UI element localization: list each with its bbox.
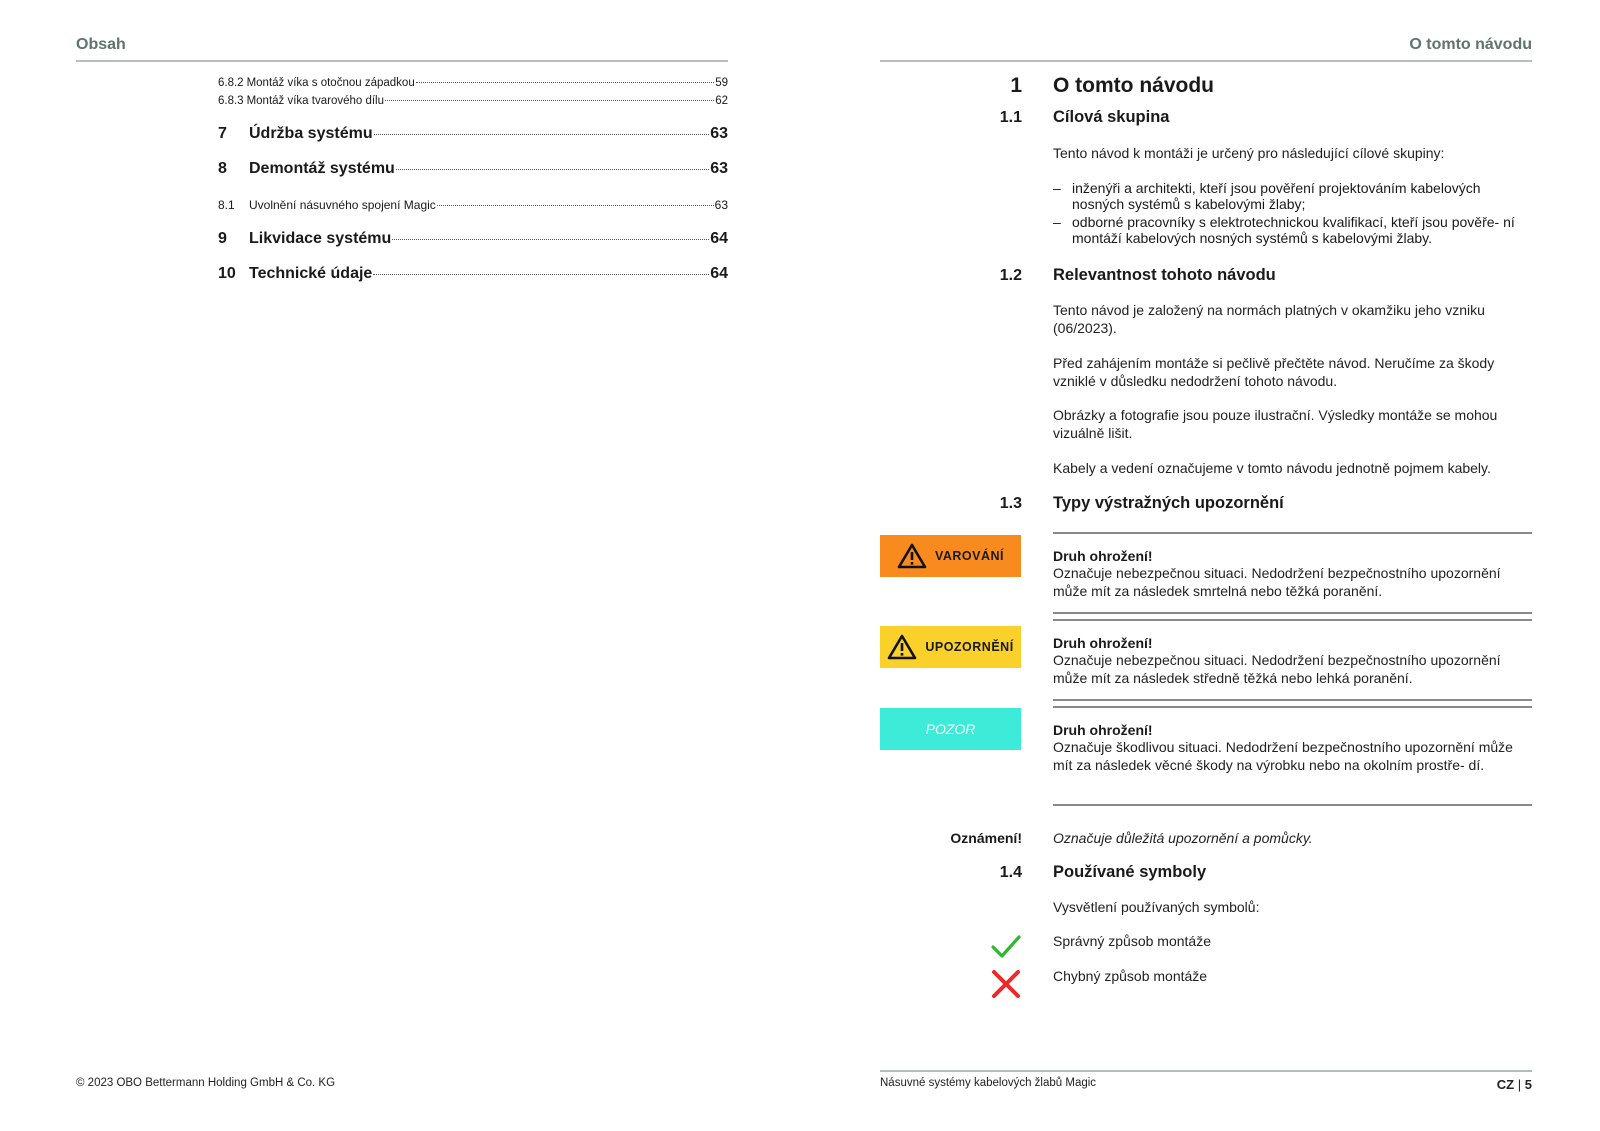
footer-title: Násuvné systémy kabelových žlabů Magic	[880, 1077, 1097, 1089]
header-rule	[76, 60, 728, 62]
header-rule	[880, 60, 1532, 62]
paragraph: Tento návod je založený na normách platných v okamžiku jeho vzniku (06/2023).	[1053, 302, 1485, 336]
notice-text: Označuje důležitá upozornění a pomůcky.	[1053, 830, 1313, 846]
list-item-text: odborné pracovníky s elektrotechnickou kvalifikací, kteří jsou pověře- ní montáží kabelových nosných systémů s kabelovými žlaby.	[1072, 214, 1515, 246]
section-intro: Tento návod k montáži je určený pro následující cílové skupiny:	[1053, 145, 1445, 161]
badge-label: VAROVÁNÍ	[934, 549, 1005, 563]
warning-text: Označuje nebezpečnou situaci. Nedodržení bezpečnostního upozornění může mít za následek středně těžká nebo lehká poranění.	[1053, 652, 1501, 686]
toc-title: Uvolnění násuvného spojení Magic	[249, 198, 436, 212]
badge-notice	[880, 708, 1021, 750]
bullet-dash: –	[1053, 180, 1061, 196]
toc-entry[interactable]	[218, 77, 728, 89]
toc-number: 6.8.2	[218, 77, 244, 89]
toc-page: 64	[710, 230, 728, 247]
warning-triangle-icon	[897, 543, 927, 569]
section-intro: Vysvětlení používaných symbolů:	[1053, 899, 1260, 915]
section-title: Relevantnost tohoto návodu	[1053, 266, 1276, 284]
left-page	[76, 0, 728, 1131]
section-title: Cílová skupina	[1053, 108, 1170, 126]
toc-leader	[416, 82, 714, 83]
toc-title: Údržba systému	[249, 125, 373, 142]
cross-icon	[990, 968, 1022, 1000]
section-number: 1.3	[999, 495, 1022, 512]
toc-entry[interactable]	[218, 95, 728, 107]
toc-page: 63	[714, 198, 728, 212]
toc-page: 63	[710, 160, 728, 177]
warning-text: Označuje nebezpečnou situaci. Nedodržení bezpečnostního upozornění může mít za následek smrtelná nebo těžká poranění.	[1053, 565, 1501, 599]
section-title: Používané symboly	[1053, 863, 1207, 881]
paragraph: Obrázky a fotografie jsou pouze ilustrační. Výsledky montáže se mohou vizuálně lišit.	[1053, 407, 1498, 441]
chapter-number: 1	[1010, 74, 1022, 97]
list-item-text: inženýři a architekti, kteří jsou pověření projektováním kabelových nosných systémů s kabelovými žlaby;	[1072, 180, 1481, 212]
toc-title: Demontáž systému	[249, 160, 395, 177]
warning-title: Druh ohrožení!	[1053, 722, 1153, 738]
page-num: 5	[1524, 1077, 1532, 1092]
checkmark-icon	[990, 930, 1022, 962]
toc-number: 10	[218, 265, 236, 282]
toc-title: Montáž víka s otočnou západkou	[246, 77, 415, 89]
warning-text: Označuje škodlivou situaci. Nedodržení bezpečnostního upozornění může mít za následek věcné škody na výrobku nebo na okolním prostře- dí.	[1053, 739, 1513, 773]
toc-entry[interactable]	[218, 198, 728, 212]
chapter-title: O tomto návodu	[1053, 74, 1214, 97]
divider	[1053, 619, 1532, 621]
toc-entry[interactable]	[218, 160, 728, 178]
toc-number: 6.8.3	[218, 95, 244, 107]
footer-rule	[880, 1070, 1532, 1072]
toc-title: Technické údaje	[249, 265, 373, 282]
right-page	[880, 0, 1532, 1131]
bullet-dash: –	[1053, 214, 1061, 230]
toc-leader	[392, 239, 709, 240]
toc-number: 7	[218, 125, 227, 142]
toc-leader	[374, 134, 710, 135]
section-number: 1.2	[999, 267, 1022, 284]
toc-leader	[385, 100, 714, 101]
toc-page: 59	[715, 77, 728, 89]
badge-label: UPOZORNĚNÍ	[925, 640, 1014, 654]
divider	[1053, 706, 1532, 708]
list-item	[1053, 214, 1532, 246]
running-head: O tomto návodu	[1409, 36, 1532, 53]
separator: |	[1517, 1077, 1522, 1092]
toc-number: 9	[218, 230, 227, 247]
page-number	[1497, 1077, 1532, 1092]
toc-title: Likvidace systému	[249, 230, 392, 247]
toc-entry[interactable]	[218, 230, 728, 248]
toc-leader	[373, 274, 709, 275]
toc-leader	[396, 169, 709, 170]
symbol-label: Chybný způsob montáže	[1053, 968, 1208, 984]
toc-number: 8.1	[218, 198, 235, 212]
badge-label: POZOR	[925, 721, 976, 737]
divider	[1053, 612, 1532, 614]
symbol-label: Správný způsob montáže	[1053, 933, 1211, 949]
badge-caution	[880, 626, 1021, 668]
section-number: 1.1	[999, 109, 1022, 126]
warning-triangle-icon	[887, 634, 917, 660]
notice-label: Oznámení!	[950, 830, 1022, 846]
language-code: CZ	[1496, 1077, 1515, 1092]
paragraph: Kabely a vedení označujeme v tomto návodu jednotně pojmem kabely.	[1053, 460, 1491, 476]
toc-page: 63	[710, 125, 728, 142]
divider	[1053, 699, 1532, 701]
section-title: Typy výstražných upozornění	[1053, 494, 1284, 512]
toc-page: 62	[715, 95, 728, 107]
section-number: 1.4	[999, 864, 1022, 881]
toc-leader	[437, 205, 714, 206]
toc-title: Montáž víka tvarového dílu	[246, 95, 385, 107]
divider	[1053, 532, 1532, 534]
warning-title: Druh ohrožení!	[1053, 635, 1153, 651]
copyright-footer: © 2023 OBO Bettermann Holding GmbH & Co. KG	[76, 1077, 336, 1089]
list-item	[1053, 180, 1532, 212]
toc-number: 8	[218, 160, 227, 177]
paragraph: Před zahájením montáže si pečlivě přečtěte návod. Neručíme za škody vzniklé v důsledku nedodržení tohoto návodu.	[1053, 355, 1495, 389]
toc-entry[interactable]	[218, 125, 728, 143]
toc-entry[interactable]	[218, 265, 728, 283]
toc-page: 64	[710, 265, 728, 282]
warning-title: Druh ohrožení!	[1053, 548, 1153, 564]
badge-warning	[880, 535, 1021, 577]
divider	[1053, 804, 1532, 806]
running-head: Obsah	[76, 36, 126, 53]
